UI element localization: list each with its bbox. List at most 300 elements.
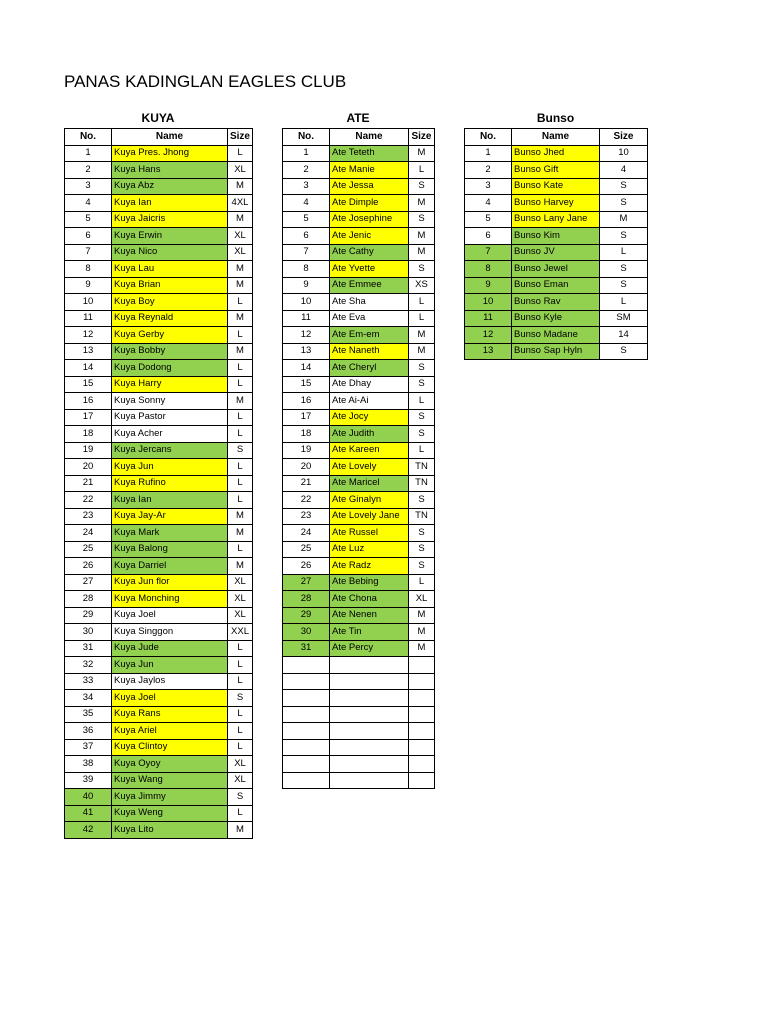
bunso-table — [464, 128, 648, 360]
row-number: 10 — [65, 294, 112, 311]
empty-row — [283, 772, 435, 789]
row-number: 10 — [465, 294, 512, 311]
shirt-size: M — [409, 145, 435, 162]
member-name: Kuya Abz — [112, 178, 228, 195]
table-row — [65, 574, 253, 591]
table-row — [465, 145, 648, 162]
column-header-no: No. — [465, 129, 512, 146]
table-row — [65, 376, 253, 393]
row-number: 6 — [465, 228, 512, 245]
row-number: 38 — [65, 756, 112, 773]
table-row — [65, 409, 253, 426]
member-name: Kuya Darriel — [112, 558, 228, 575]
table-row — [65, 211, 253, 228]
table-row — [65, 591, 253, 608]
table-row — [65, 178, 253, 195]
table-row — [283, 624, 435, 641]
table-row — [65, 541, 253, 558]
member-name: Ate Naneth — [330, 343, 409, 360]
empty-cell — [409, 772, 435, 789]
shirt-size: L — [228, 327, 253, 344]
row-number: 28 — [65, 591, 112, 608]
row-number: 21 — [283, 475, 330, 492]
row-number: 30 — [65, 624, 112, 641]
shirt-size: S — [409, 492, 435, 509]
shirt-size: M — [228, 178, 253, 195]
row-number: 3 — [283, 178, 330, 195]
empty-cell — [283, 739, 330, 756]
row-number: 16 — [283, 393, 330, 410]
member-name: Bunso Jhed — [512, 145, 600, 162]
table-row — [65, 690, 253, 707]
table-row — [465, 195, 648, 212]
table-row — [65, 508, 253, 525]
shirt-size: S — [409, 178, 435, 195]
row-number: 11 — [465, 310, 512, 327]
empty-cell — [283, 690, 330, 707]
member-name: Kuya Lau — [112, 261, 228, 278]
table-row — [283, 442, 435, 459]
member-name: Ate Percy — [330, 640, 409, 657]
table-row — [283, 327, 435, 344]
shirt-size: TN — [409, 475, 435, 492]
table-row — [465, 310, 648, 327]
table-row — [65, 393, 253, 410]
column-header-size: Size — [409, 129, 435, 146]
shirt-size: L — [228, 805, 253, 822]
member-name: Kuya Jercans — [112, 442, 228, 459]
shirt-size: M — [409, 244, 435, 261]
row-number: 24 — [283, 525, 330, 542]
shirt-size: M — [409, 607, 435, 624]
shirt-size: S — [228, 442, 253, 459]
table-row — [465, 162, 648, 179]
member-name: Kuya Hans — [112, 162, 228, 179]
column-header-name: Name — [330, 129, 409, 146]
empty-cell — [330, 723, 409, 740]
member-name: Bunso Eman — [512, 277, 600, 294]
member-name: Bunso Kim — [512, 228, 600, 245]
shirt-size: M — [409, 228, 435, 245]
row-number: 30 — [283, 624, 330, 641]
member-name: Ate Manie — [330, 162, 409, 179]
table-row — [283, 459, 435, 476]
shirt-size: L — [228, 541, 253, 558]
member-name: Ate Jenic — [330, 228, 409, 245]
table-row — [65, 624, 253, 641]
row-number: 31 — [65, 640, 112, 657]
member-name: Kuya Jaylos — [112, 673, 228, 690]
member-name: Bunso Gift — [512, 162, 600, 179]
shirt-size: L — [228, 294, 253, 311]
empty-cell — [283, 673, 330, 690]
kuya-table — [64, 128, 253, 839]
shirt-size: L — [228, 706, 253, 723]
shirt-size: M — [228, 277, 253, 294]
table-row — [465, 294, 648, 311]
empty-cell — [330, 657, 409, 674]
empty-cell — [283, 706, 330, 723]
table-row — [65, 640, 253, 657]
shirt-size: M — [228, 261, 253, 278]
empty-row — [283, 756, 435, 773]
table-row — [465, 178, 648, 195]
member-name: Bunso JV — [512, 244, 600, 261]
shirt-size: L — [600, 244, 648, 261]
table-row — [65, 739, 253, 756]
row-number: 35 — [65, 706, 112, 723]
table-row — [65, 475, 253, 492]
shirt-size: XL — [409, 591, 435, 608]
shirt-size: M — [409, 195, 435, 212]
table-row — [65, 805, 253, 822]
shirt-size: S — [600, 261, 648, 278]
table-row — [65, 789, 253, 806]
member-name: Kuya Joel — [112, 690, 228, 707]
shirt-size: XS — [409, 277, 435, 294]
member-name: Kuya Balong — [112, 541, 228, 558]
shirt-size: M — [409, 327, 435, 344]
table-row — [283, 558, 435, 575]
member-name: Bunso Kate — [512, 178, 600, 195]
table-row — [65, 492, 253, 509]
row-number: 7 — [283, 244, 330, 261]
table-row — [65, 657, 253, 674]
shirt-size: L — [228, 459, 253, 476]
row-number: 41 — [65, 805, 112, 822]
row-number: 9 — [465, 277, 512, 294]
table-row — [65, 360, 253, 377]
shirt-size: XL — [228, 574, 253, 591]
row-number: 26 — [65, 558, 112, 575]
member-name: Ate Chona — [330, 591, 409, 608]
empty-row — [283, 739, 435, 756]
empty-cell — [283, 756, 330, 773]
table-row — [65, 310, 253, 327]
shirt-size: L — [228, 657, 253, 674]
member-name: Ate Sha — [330, 294, 409, 311]
member-name: Bunso Madane — [512, 327, 600, 344]
row-number: 27 — [65, 574, 112, 591]
empty-cell — [330, 673, 409, 690]
table-row — [65, 294, 253, 311]
table-row — [465, 277, 648, 294]
row-number: 24 — [65, 525, 112, 542]
table-row — [283, 376, 435, 393]
row-number: 12 — [465, 327, 512, 344]
row-number: 4 — [465, 195, 512, 212]
table-row — [283, 195, 435, 212]
table-row — [283, 525, 435, 542]
row-number: 15 — [65, 376, 112, 393]
member-name: Kuya Harry — [112, 376, 228, 393]
empty-row — [283, 723, 435, 740]
shirt-size: M — [228, 343, 253, 360]
shirt-size: S — [409, 211, 435, 228]
table-row — [283, 228, 435, 245]
empty-cell — [330, 690, 409, 707]
table-row — [283, 591, 435, 608]
member-name: Kuya Jimmy — [112, 789, 228, 806]
member-name: Ate Russel — [330, 525, 409, 542]
table-row — [65, 228, 253, 245]
member-name: Kuya Singgon — [112, 624, 228, 641]
member-name: Ate Maricel — [330, 475, 409, 492]
table-row — [283, 475, 435, 492]
member-name: Kuya Monching — [112, 591, 228, 608]
member-name: Ate Judith — [330, 426, 409, 443]
shirt-size: S — [409, 525, 435, 542]
shirt-size: L — [228, 723, 253, 740]
empty-cell — [283, 772, 330, 789]
shirt-size: S — [228, 690, 253, 707]
row-number: 18 — [283, 426, 330, 443]
row-number: 8 — [283, 261, 330, 278]
member-name: Kuya Ariel — [112, 723, 228, 740]
table-row — [465, 211, 648, 228]
shirt-size: L — [409, 162, 435, 179]
member-name: Bunso Lany Jane — [512, 211, 600, 228]
row-number: 6 — [65, 228, 112, 245]
member-name: Kuya Jun flor — [112, 574, 228, 591]
row-number: 8 — [465, 261, 512, 278]
member-name: Kuya Joel — [112, 607, 228, 624]
member-name: Kuya Nico — [112, 244, 228, 261]
shirt-size: S — [409, 360, 435, 377]
empty-row — [283, 657, 435, 674]
shirt-size: M — [409, 343, 435, 360]
table-row — [65, 756, 253, 773]
shirt-size: S — [409, 541, 435, 558]
row-number: 32 — [65, 657, 112, 674]
column-header-no: No. — [65, 129, 112, 146]
empty-cell — [409, 756, 435, 773]
shirt-size: L — [228, 376, 253, 393]
member-name: Ate Em-em — [330, 327, 409, 344]
row-number: 34 — [65, 690, 112, 707]
member-name: Ate Ginalyn — [330, 492, 409, 509]
member-name: Ate Emmee — [330, 277, 409, 294]
member-name: Bunso Kyle — [512, 310, 600, 327]
row-number: 13 — [465, 343, 512, 360]
member-name: Kuya Acher — [112, 426, 228, 443]
row-number: 1 — [283, 145, 330, 162]
shirt-size: L — [228, 739, 253, 756]
shirt-size: XL — [228, 228, 253, 245]
shirt-size: XL — [228, 607, 253, 624]
shirt-size: S — [228, 789, 253, 806]
empty-cell — [409, 657, 435, 674]
shirt-size: 14 — [600, 327, 648, 344]
row-number: 1 — [65, 145, 112, 162]
member-name: Kuya Gerby — [112, 327, 228, 344]
shirt-size: L — [228, 492, 253, 509]
row-number: 4 — [283, 195, 330, 212]
row-number: 8 — [65, 261, 112, 278]
row-number: 14 — [283, 360, 330, 377]
table-row — [283, 162, 435, 179]
member-name: Bunso Rav — [512, 294, 600, 311]
member-name: Kuya Oyoy — [112, 756, 228, 773]
empty-cell — [330, 739, 409, 756]
row-number: 29 — [65, 607, 112, 624]
section-title-kuya: KUYA — [141, 111, 175, 125]
member-name: Kuya Boy — [112, 294, 228, 311]
table-row — [283, 178, 435, 195]
member-name: Ate Lovely — [330, 459, 409, 476]
empty-cell — [409, 723, 435, 740]
member-name: Ate Tin — [330, 624, 409, 641]
member-name: Kuya Pres. Jhong — [112, 145, 228, 162]
shirt-size: S — [409, 376, 435, 393]
shirt-size: L — [409, 294, 435, 311]
row-number: 23 — [65, 508, 112, 525]
shirt-size: XL — [228, 162, 253, 179]
row-number: 23 — [283, 508, 330, 525]
member-name: Ate Nenen — [330, 607, 409, 624]
shirt-size: TN — [409, 508, 435, 525]
table-row — [283, 393, 435, 410]
member-name: Kuya Rufino — [112, 475, 228, 492]
shirt-size: S — [600, 195, 648, 212]
member-name: Kuya Weng — [112, 805, 228, 822]
table-row — [65, 673, 253, 690]
row-number: 16 — [65, 393, 112, 410]
column-header-no: No. — [283, 129, 330, 146]
member-name: Kuya Mark — [112, 525, 228, 542]
member-name: Ate Ai-Ai — [330, 393, 409, 410]
table-row — [283, 145, 435, 162]
table-row — [65, 607, 253, 624]
member-name: Ate Yvette — [330, 261, 409, 278]
table-row — [65, 162, 253, 179]
table-row — [65, 277, 253, 294]
table-row — [283, 607, 435, 624]
row-number: 5 — [465, 211, 512, 228]
shirt-size: S — [409, 409, 435, 426]
shirt-size: XL — [228, 591, 253, 608]
member-name: Ate Cheryl — [330, 360, 409, 377]
member-name: Bunso Jewel — [512, 261, 600, 278]
shirt-size: S — [409, 426, 435, 443]
ate-table — [282, 128, 435, 789]
shirt-size: SM — [600, 310, 648, 327]
row-number: 14 — [65, 360, 112, 377]
shirt-size: M — [228, 525, 253, 542]
member-name: Bunso Sap Hyln — [512, 343, 600, 360]
member-name: Ate Radz — [330, 558, 409, 575]
row-number: 9 — [65, 277, 112, 294]
shirt-size: M — [600, 211, 648, 228]
shirt-size: M — [409, 640, 435, 657]
row-number: 7 — [65, 244, 112, 261]
row-number: 18 — [65, 426, 112, 443]
table-row — [65, 195, 253, 212]
table-row — [65, 145, 253, 162]
member-name: Kuya Brian — [112, 277, 228, 294]
table-row — [465, 343, 648, 360]
row-number: 22 — [283, 492, 330, 509]
table-row — [65, 426, 253, 443]
row-number: 2 — [465, 162, 512, 179]
table-row — [65, 327, 253, 344]
table-row — [283, 541, 435, 558]
member-name: Ate Jessa — [330, 178, 409, 195]
row-number: 3 — [65, 178, 112, 195]
table-row — [65, 772, 253, 789]
member-name: Kuya Erwin — [112, 228, 228, 245]
shirt-size: S — [409, 261, 435, 278]
shirt-size: L — [409, 574, 435, 591]
row-number: 21 — [65, 475, 112, 492]
shirt-size: L — [600, 294, 648, 311]
table-row — [465, 327, 648, 344]
column-header-size: Size — [228, 129, 253, 146]
table-header-row — [283, 129, 435, 146]
shirt-size: 10 — [600, 145, 648, 162]
shirt-size: S — [600, 277, 648, 294]
row-number: 13 — [65, 343, 112, 360]
table-row — [65, 723, 253, 740]
table-row — [283, 426, 435, 443]
shirt-size: L — [228, 640, 253, 657]
row-number: 12 — [65, 327, 112, 344]
empty-cell — [409, 673, 435, 690]
table-row — [283, 360, 435, 377]
row-number: 27 — [283, 574, 330, 591]
member-name: Ate Lovely Jane — [330, 508, 409, 525]
shirt-size: L — [409, 310, 435, 327]
row-number: 13 — [283, 343, 330, 360]
table-row — [283, 574, 435, 591]
row-number: 25 — [283, 541, 330, 558]
row-number: 11 — [283, 310, 330, 327]
table-row — [65, 459, 253, 476]
row-number: 37 — [65, 739, 112, 756]
shirt-size: XL — [228, 772, 253, 789]
member-name: Ate Bebing — [330, 574, 409, 591]
table-row — [65, 343, 253, 360]
table-header-row — [465, 129, 648, 146]
shirt-size: L — [228, 426, 253, 443]
empty-cell — [409, 706, 435, 723]
shirt-size: S — [409, 558, 435, 575]
member-name: Kuya Rans — [112, 706, 228, 723]
empty-cell — [330, 772, 409, 789]
row-number: 26 — [283, 558, 330, 575]
shirt-size: M — [409, 624, 435, 641]
empty-cell — [283, 723, 330, 740]
shirt-size: L — [228, 409, 253, 426]
row-number: 5 — [65, 211, 112, 228]
shirt-size: S — [600, 343, 648, 360]
row-number: 15 — [283, 376, 330, 393]
shirt-size: XL — [228, 756, 253, 773]
row-number: 20 — [283, 459, 330, 476]
document-title: PANAS KADINGLAN EAGLES CLUB — [64, 72, 347, 91]
shirt-size: L — [228, 360, 253, 377]
row-number: 12 — [283, 327, 330, 344]
shirt-size: M — [228, 558, 253, 575]
shirt-size: L — [409, 442, 435, 459]
member-name: Ate Luz — [330, 541, 409, 558]
empty-row — [283, 690, 435, 707]
empty-cell — [330, 756, 409, 773]
member-name: Kuya Pastor — [112, 409, 228, 426]
table-row — [65, 442, 253, 459]
row-number: 7 — [465, 244, 512, 261]
shirt-size: S — [600, 178, 648, 195]
